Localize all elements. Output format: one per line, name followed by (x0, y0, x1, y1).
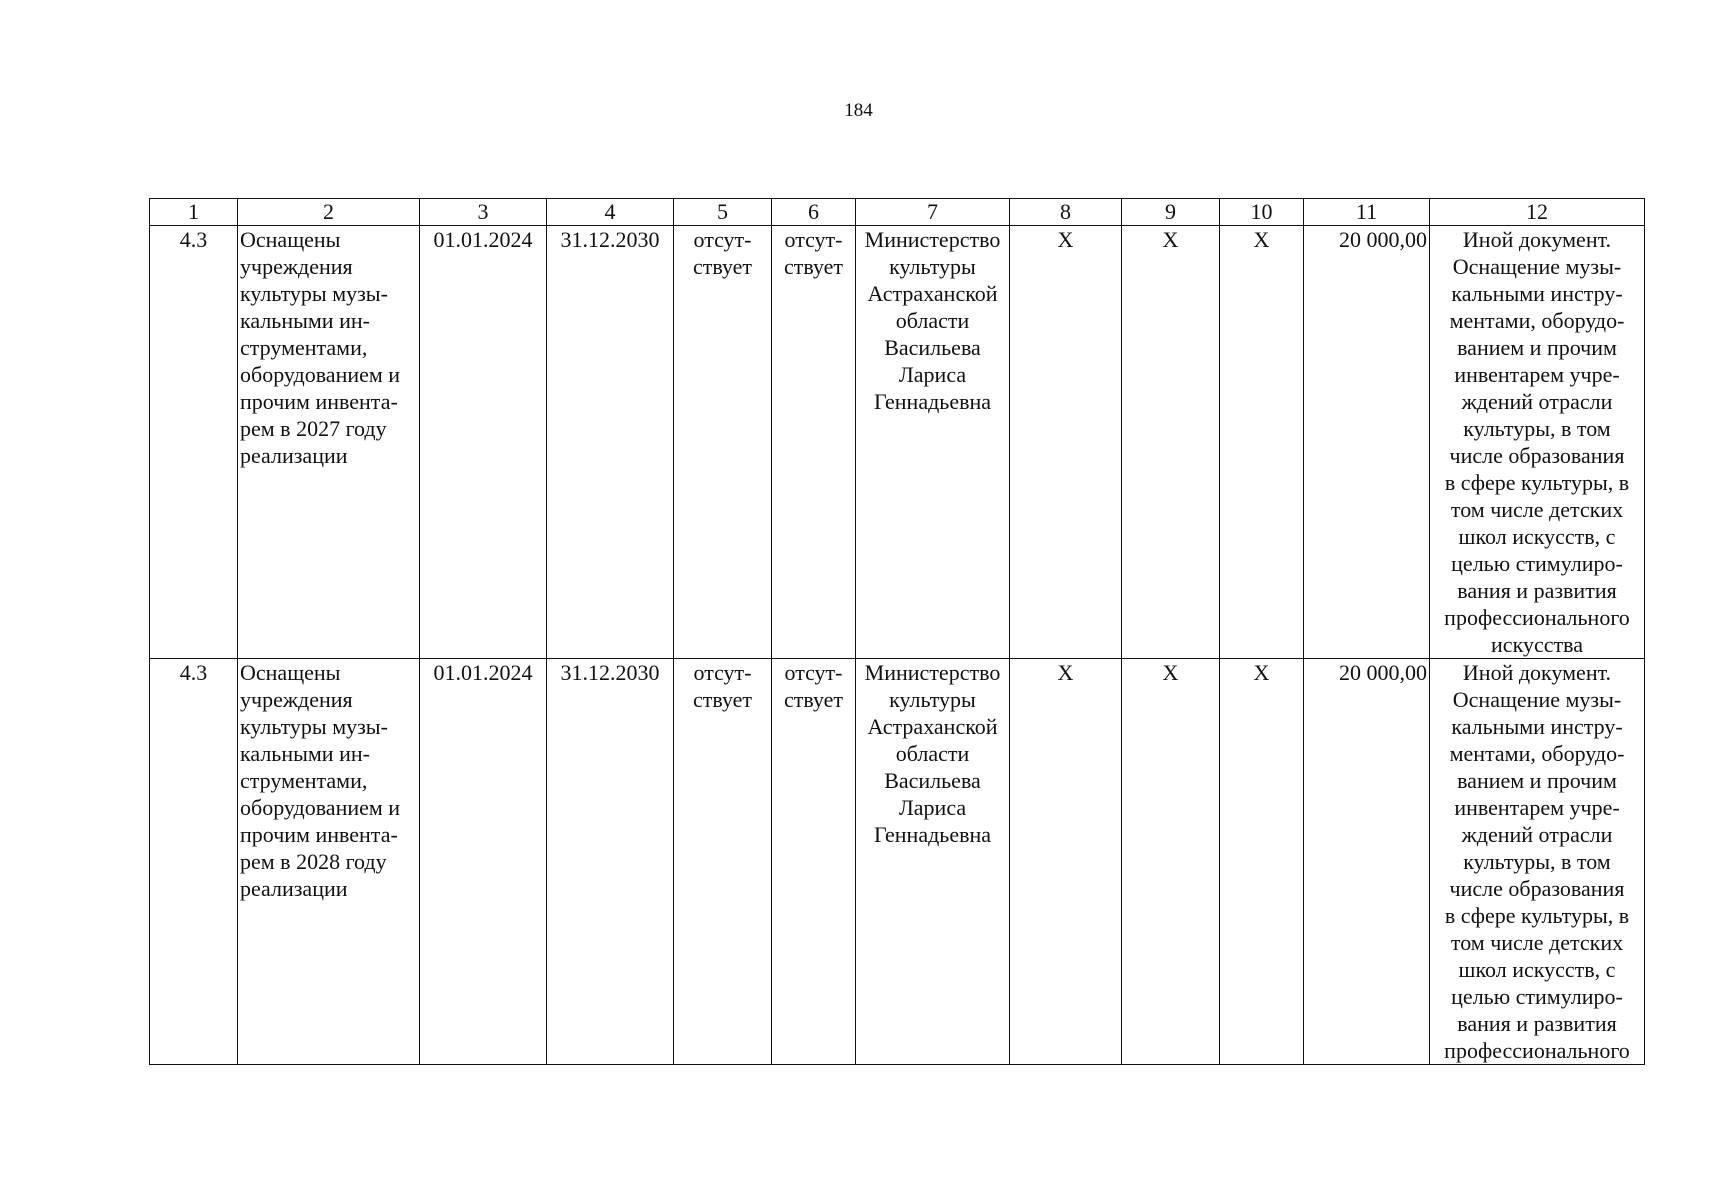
start-date-cell: 01.01.2024 (420, 659, 547, 1065)
amount-cell: 20 000,00 (1304, 226, 1430, 659)
column-header: 4 (547, 199, 674, 226)
column-header: 11 (1304, 199, 1430, 226)
result-name-cell: Оснащены учреждения культуры музы- кальными ин- струментами, оборудованием и прочим инвента- рем в 2028 году реализации (238, 659, 420, 1065)
column-header: 9 (1122, 199, 1220, 226)
table-row (150, 659, 1645, 1065)
column-6-cell: отсут- ствует (772, 659, 856, 1065)
column-9-cell: Х (1122, 226, 1220, 659)
row-number: 4.3 (150, 659, 238, 1065)
header-row (150, 199, 1645, 226)
responsible-cell: Министерство культуры Астраханской области Васильева Лариса Геннадьевна (856, 226, 1010, 659)
table-header (150, 199, 1645, 226)
responsible-cell: Министерство культуры Астраханской области Васильева Лариса Геннадьевна (856, 659, 1010, 1065)
result-name-cell: Оснащены учреждения культуры музы- кальными ин- струментами, оборудованием и прочим инвента- рем в 2027 году реализации (238, 226, 420, 659)
column-9-cell: Х (1122, 659, 1220, 1065)
column-5-cell: отсут- ствует (674, 659, 772, 1065)
page-number: 184 (844, 100, 873, 121)
column-10-cell: Х (1220, 226, 1304, 659)
document-table (149, 198, 1645, 1065)
amount-cell: 20 000,00 (1304, 659, 1430, 1065)
column-header: 8 (1010, 199, 1122, 226)
column-5-cell: отсут- ствует (674, 226, 772, 659)
column-8-cell: Х (1010, 226, 1122, 659)
column-header: 3 (420, 199, 547, 226)
column-header: 1 (150, 199, 238, 226)
column-header: 5 (674, 199, 772, 226)
column-6-cell: отсут- ствует (772, 226, 856, 659)
document-cell: Иной документ. Оснащение музы- кальными инстру- ментами, оборудо- ванием и прочим инвентарем учре- ждений отрасли культуры, в том числе образования в сфере культуры, в том числе детских школ искусств, с целью стимулиро- вания и развития профессионального (1430, 659, 1645, 1065)
end-date-cell: 31.12.2030 (547, 659, 674, 1065)
column-header: 12 (1430, 199, 1645, 226)
column-header: 10 (1220, 199, 1304, 226)
end-date-cell: 31.12.2030 (547, 226, 674, 659)
row-number: 4.3 (150, 226, 238, 659)
column-header: 7 (856, 199, 1010, 226)
start-date-cell: 01.01.2024 (420, 226, 547, 659)
column-header: 2 (238, 199, 420, 226)
table-row (150, 226, 1645, 659)
column-header: 6 (772, 199, 856, 226)
column-10-cell: Х (1220, 659, 1304, 1065)
column-8-cell: Х (1010, 659, 1122, 1065)
document-cell: Иной документ. Оснащение музы- кальными инстру- ментами, оборудо- ванием и прочим инвентарем учре- ждений отрасли культуры, в том числе образования в сфере культуры, в том числе детских школ искусств, с целью стимулиро- вания и развития профессионального искусства (1430, 226, 1645, 659)
